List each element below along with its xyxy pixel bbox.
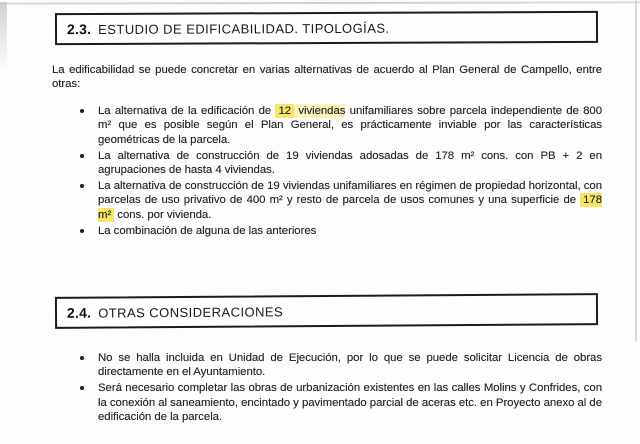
bullet-text: [98, 149, 602, 178]
section-2-3-header-box: [55, 11, 598, 45]
scan-artifact-right-line: [635, 0, 637, 342]
bullet-text: [98, 104, 602, 147]
highlighted-text: 12: [275, 104, 294, 118]
text-segment: La alternativa de la edificación de: [98, 105, 276, 117]
bullet-dot: [80, 184, 84, 188]
text-segment: cons. por vivienda.: [114, 208, 212, 221]
section-2-4-bullet-list: [80, 351, 602, 426]
bullet-dot: [80, 154, 84, 158]
bullet-text: [98, 351, 602, 380]
text-segment: No se halla incluida en Unidad de Ejecución, por lo que se puede solicitar Licencia de obras directamente en el Ayuntamiento.: [98, 352, 602, 379]
highlighted-text: 178 m²: [98, 194, 602, 221]
bullet-text: [98, 224, 602, 238]
text-segment: La combinación de alguna de las anteriores: [98, 224, 317, 237]
text-segment: unifamiliares sobre parcela independiente de 800 m² que es posible según el Plan General, es prácticamente inviable por las características geométricas de la parcela.: [98, 105, 602, 146]
bullet-dot: [80, 109, 84, 113]
bullet-item-combinacion: [80, 224, 602, 238]
scan-artifact-top-line: [0, 1, 640, 4]
intro-paragraph: La edificabilidad se puede concretar en varias alternativas de acuerdo al Plan General de Campello, entre otras:: [52, 64, 602, 91]
scan-artifact-left-smudge: [0, 2, 7, 70]
section-2-4-header-box: [55, 293, 598, 329]
section-2-3-bullet-list: [80, 104, 602, 240]
section-2-4-number: 2.4.: [66, 304, 92, 321]
section-2-3-number: 2.3.: [66, 21, 92, 38]
text-segment: Será necesario completar las obras de urbanización existentes en las calles Molins y Confrides, con la conexión al saneamiento, encintado y pavimentado parcial de aceras etc. en Proyecto anexo al de edificación de la parcela.: [98, 382, 602, 424]
bullet-item-alternative-12-viviendas: [80, 104, 602, 147]
bullet-dot: [80, 386, 84, 390]
bullet-item-obras-urbanizacion: [80, 381, 602, 424]
bullet-dot: [80, 356, 84, 360]
section-2-4-title: OTRAS CONSIDERACIONES: [98, 303, 284, 321]
bullet-text: [98, 381, 602, 424]
bullet-dot: [80, 229, 84, 233]
bullet-text: [98, 179, 602, 222]
text-segment: La alternativa de construcción de 19 viviendas adosadas de 178 m² cons. con PB + 2 en agrupaciones de hasta 4 viviendas.: [98, 149, 602, 177]
highlighted-text: viviendas: [294, 105, 346, 117]
text-segment: La alternativa de construcción de 19 viviendas unifamiliares en régimen de propiedad horizontal, con parcelas de uso privativo de 400 m² y resto de parcela de usos comunes y una superficie de: [98, 180, 602, 207]
bullet-item-unidad-ejecucion: [80, 351, 602, 380]
bullet-item-alternative-19-horizontal: [80, 179, 602, 222]
section-2-3-title: ESTUDIO DE EDIFICABILIDAD. TIPOLOGÍAS.: [98, 20, 390, 37]
bullet-item-alternative-19-adosadas: [80, 149, 602, 178]
